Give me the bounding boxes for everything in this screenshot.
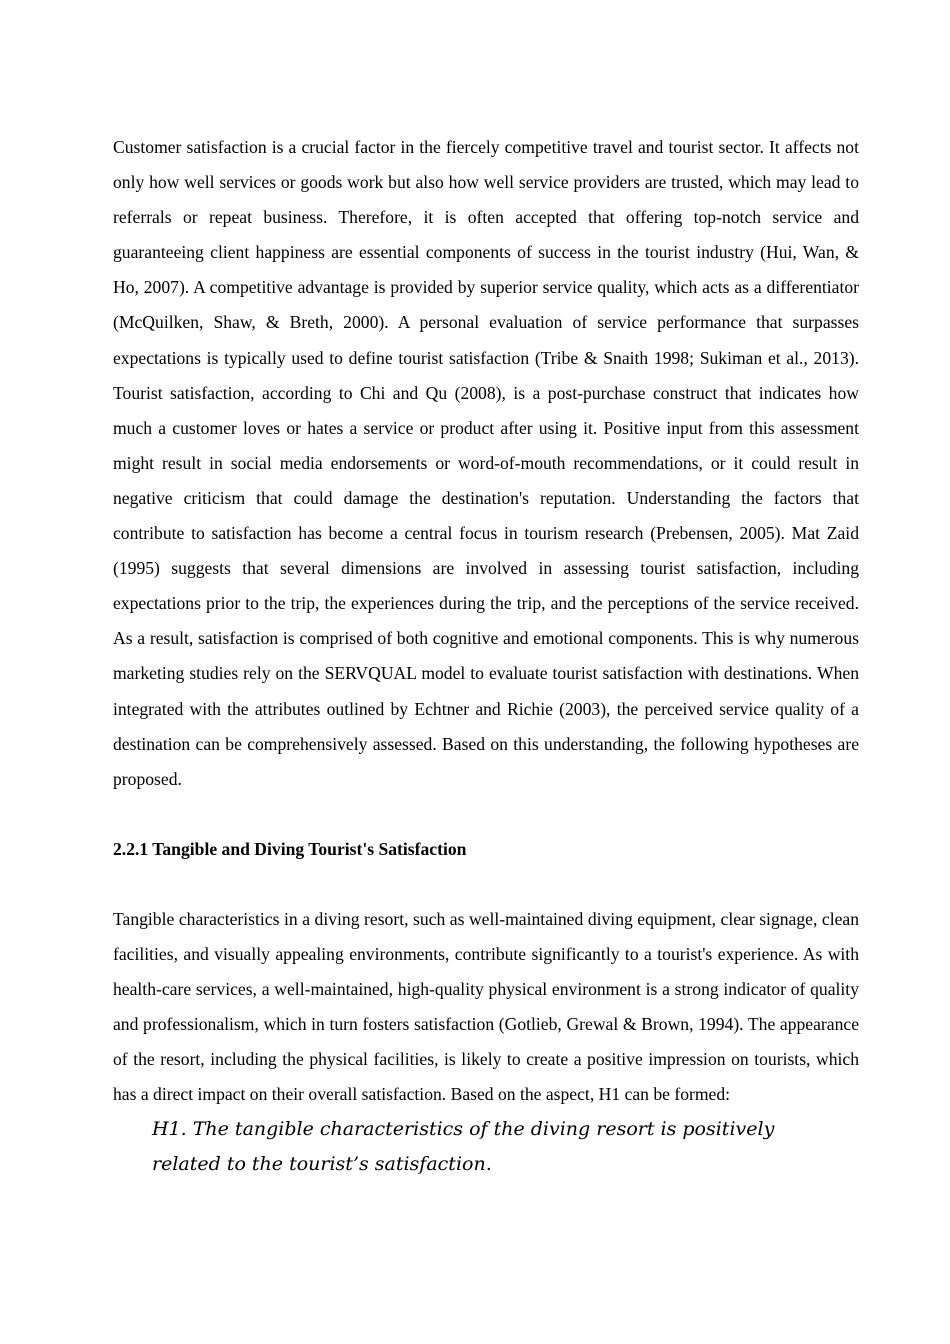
intro-paragraph: Customer satisfaction is a crucial factor in the fiercely competitive travel and tourist sector. It affects not only how well services or goods work but also how well service providers are trusted, which may lead to referrals or repeat business. Therefore, it is often accepted that offering top-notch service and guaranteeing client happiness are essential components of success in the tourist industry (Hui, Wan, & Ho, 2007). A competitive advantage is provided by superior service quality, which acts as a differentiator (McQuilken, Shaw, & Breth, 2000). A personal evaluation of service performance that surpasses expectations is typically used to define tourist satisfaction (Tribe & Snaith 1998; Sukiman et al., 2013). Tourist satisfaction, according to Chi and Qu (2008), is a post-purchase construct that indicates how much a customer loves or hates a service or product after using it. Positive input from this assessment might result in social media endorsements or word-of-mouth recommendations, or it could result in negative criticism that could damage the destination's reputation. Understanding the factors that contribute to satisfaction has become a central focus in tourism research (Prebensen, 2005). Mat Zaid (1995) suggests that several dimensions are involved in assessing tourist satisfaction, including expectations prior to the trip, the experiences during the trip, and the perceptions of the service received. As a result, satisfaction is comprised of both cognitive and emotional components. This is why numerous marketing studies rely on the SERVQUAL model to evaluate tourist satisfaction with destinations. When integrated with the attributes outlined by Echtner and Richie (2003), the perceived service quality of a destination can be comprehensively assessed. Based on this understanding, the following hypotheses are proposed.	[113, 137, 859, 789]
section-heading: 2.2.1 Tangible and Diving Tourist's Satisfaction	[113, 838, 467, 859]
tangible-paragraph: Tangible characteristics in a diving resort, such as well-maintained diving equipment, clear signage, clean facilities, and visually appealing environments, contribute significantly to a tourist's experience. As with health-care services, a well-maintained, high-quality physical environment is a strong indicator of quality and professionalism, which in turn fosters satisfaction (Gotlieb, Grewal & Brown, 1994). The appearance of the resort, including the physical facilities, is likely to create a positive impression on tourists, which has a direct impact on their overall satisfaction. Based on the aspect, H1 can be formed:	[113, 908, 859, 1105]
document-page	[113, 130, 859, 1182]
hypothesis-h1: H1. The tangible characteristics of the diving resort is positively related to the tourist’s satisfaction.	[152, 1118, 775, 1176]
